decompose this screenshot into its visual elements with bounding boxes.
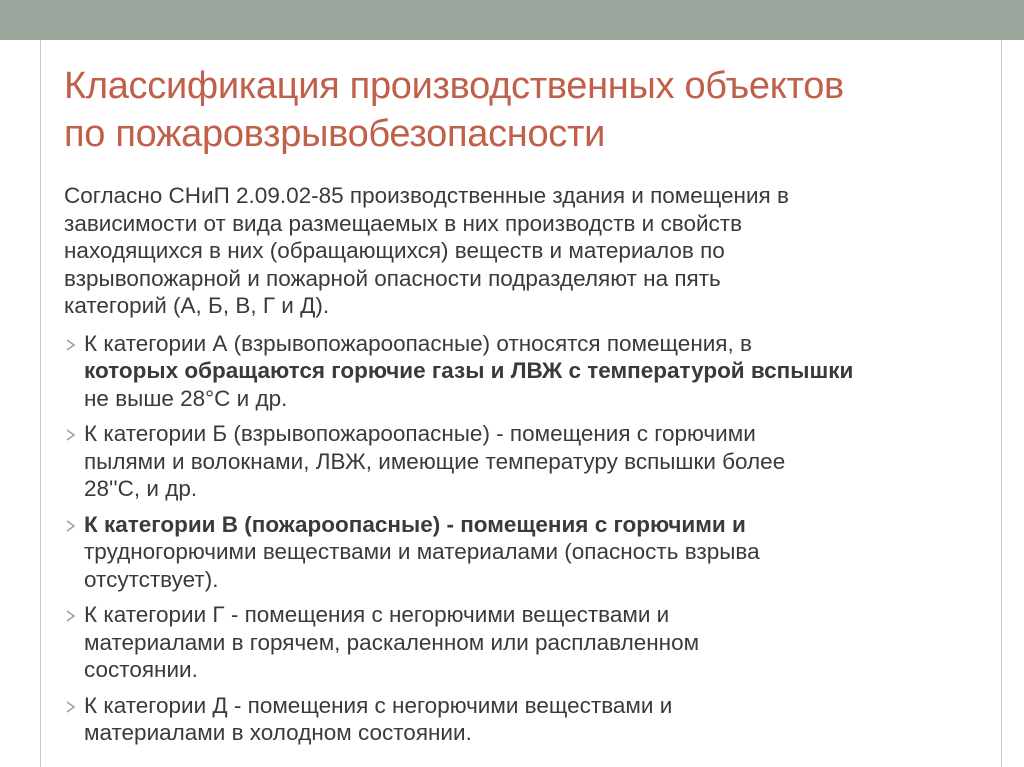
left-border-line	[40, 40, 41, 767]
bullet-line: не выше 28°С и др.	[84, 385, 288, 411]
slide-title-line: Классификация производственных объектов	[64, 65, 844, 107]
bullet-line: трудногорючими веществами и материалами (опасность взрыва	[84, 539, 760, 564]
chevron-right-icon	[62, 515, 82, 537]
bullet-item-category-d	[64, 692, 984, 747]
slide-title	[64, 62, 984, 158]
slide-body	[64, 182, 984, 755]
chevron-right-icon	[62, 424, 82, 446]
bullet-line: К категории А (взрывопожароопасные) относятся помещения, в	[84, 330, 752, 356]
bullet-line: состоянии.	[84, 657, 198, 682]
chevron-right-icon	[62, 696, 82, 718]
bullet-line: материалами в холодном состоянии.	[84, 720, 472, 745]
bullet-line: К категории Д - помещения с негорючими веществами и	[84, 692, 673, 718]
chevron-right-icon	[62, 605, 82, 627]
slide-title-line: по пожаровзрывобезопасности	[64, 113, 606, 155]
bullet-line: К категории В (пожароопасные) - помещения с горючими и	[84, 511, 746, 537]
intro-line: зависимости от вида размещаемых в них производств и свойств	[64, 210, 743, 236]
chevron-right-icon	[62, 334, 82, 356]
intro-line: находящихся в них (обращающихся) веществ и материалов по	[64, 238, 725, 263]
bullet-line: 28''С, и др.	[84, 476, 198, 501]
intro-line: Согласно СНиП 2.09.02-85 производственные здания и помещения в	[64, 183, 789, 208]
bullet-line: отсутствует).	[84, 566, 219, 592]
intro-paragraph	[64, 182, 984, 320]
bullet-item-category-v	[64, 511, 984, 594]
bullet-line: которых обращаются горючие газы и ЛВЖ с температурой вспышки	[84, 358, 854, 383]
bullet-line: К категории Б (взрывопожароопасные) - помещения с горючими	[84, 421, 756, 446]
bullet-item-category-b	[64, 420, 984, 503]
top-band	[0, 0, 1024, 40]
right-border-line	[1001, 40, 1002, 767]
intro-line: взрывопожарной и пожарной опасности подразделяют на пять	[64, 265, 721, 291]
bullet-item-category-a	[64, 330, 984, 413]
intro-line: категорий (А, Б, В, Г и Д).	[64, 293, 330, 318]
bullet-line: пылями и волокнами, ЛВЖ, имеющие температуру вспышки более	[84, 448, 786, 474]
bullet-line: К категории Г - помещения с негорючими веществами и	[84, 602, 670, 627]
bullet-line: материалами в горячем, раскаленном или расплавленном	[84, 629, 700, 655]
bullet-item-category-g	[64, 601, 984, 684]
